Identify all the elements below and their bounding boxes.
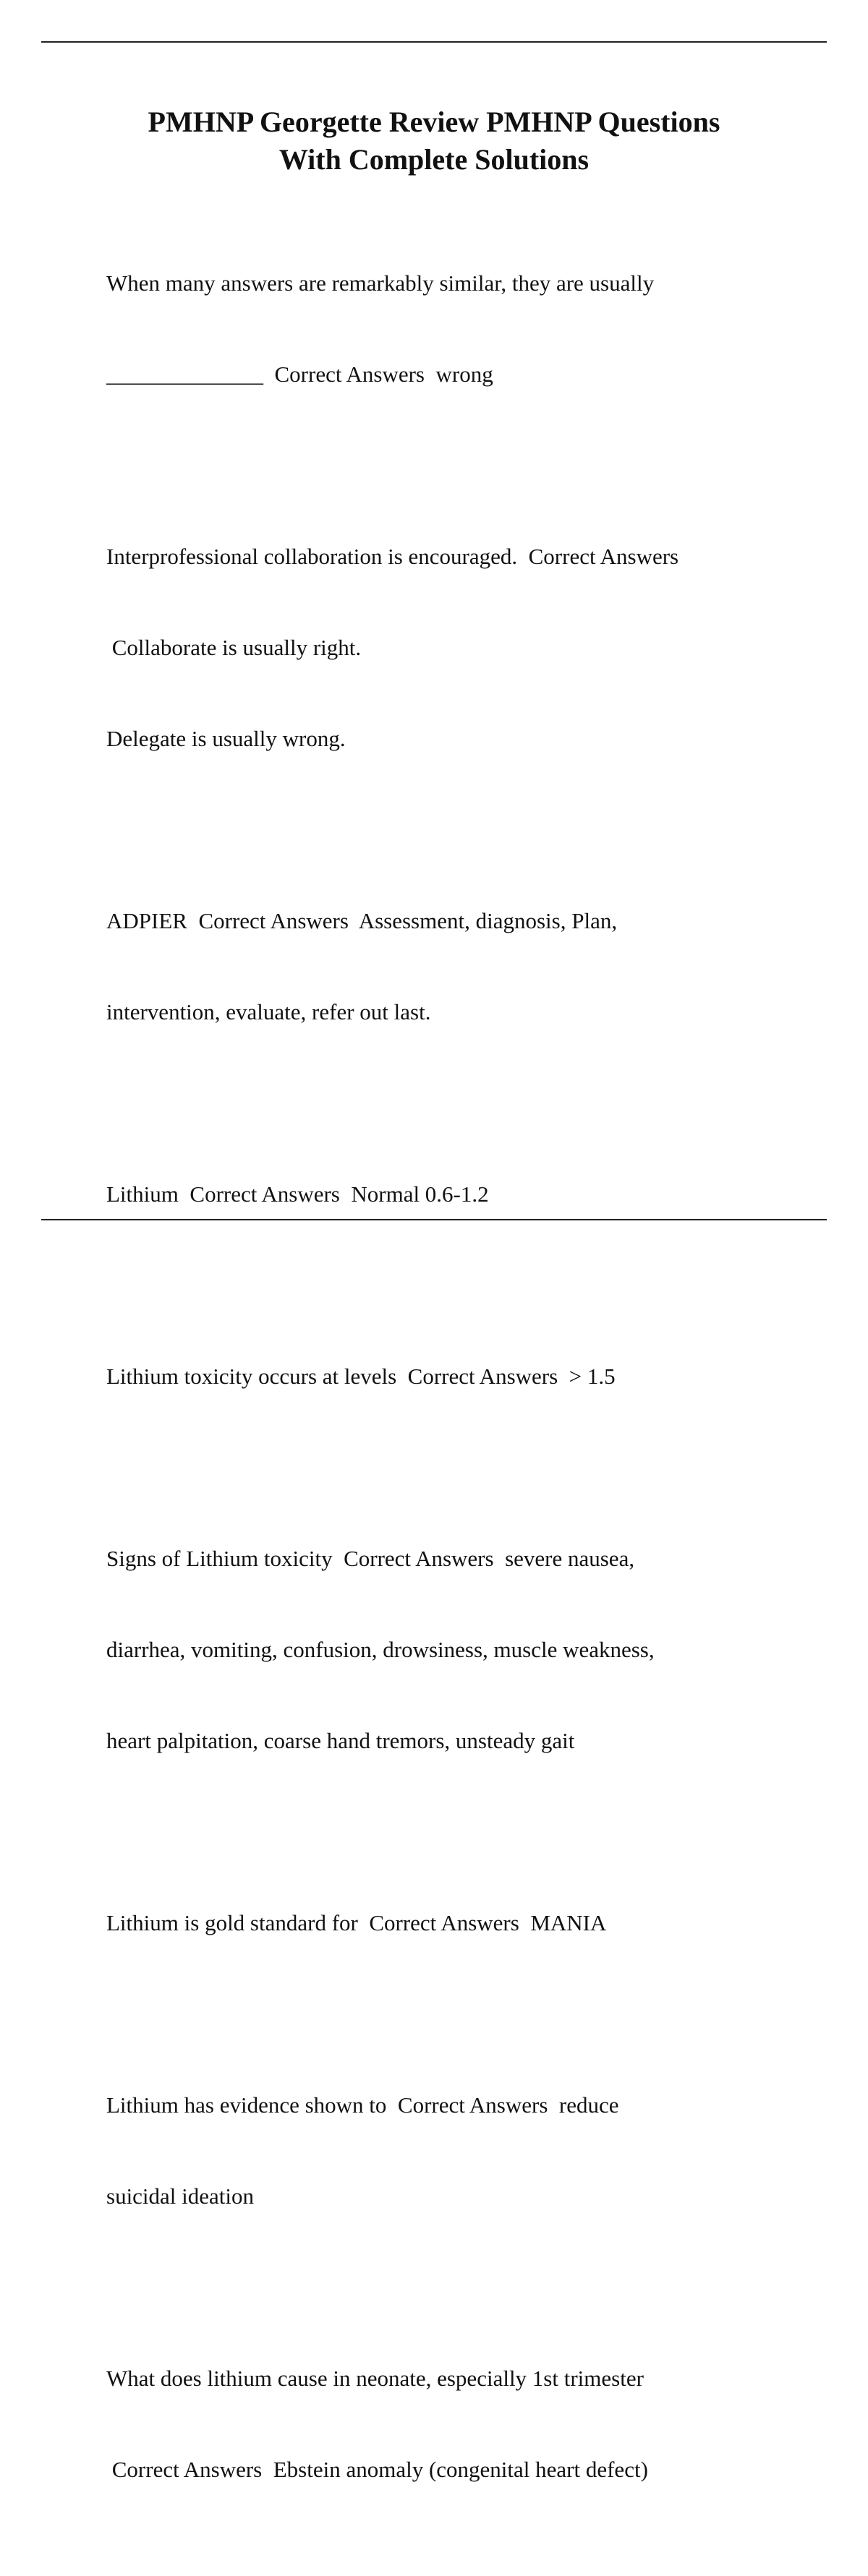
qa-item-4 (106, 1118, 801, 1270)
qa-line: intervention, evaluate, refer out last. (106, 999, 431, 1024)
qa-line: Signs of Lithium toxicity Correct Answers severe nausea, (106, 1546, 635, 1571)
qa-line: Delegate is usually wrong. (106, 726, 346, 751)
qa-line: Lithium has evidence shown to Correct Answers reduce (106, 2092, 619, 2118)
title-line-1: PMHNP Georgette Review PMHNP Questions (148, 106, 720, 138)
header-rule (41, 41, 827, 43)
qa-line: suicidal ideation (106, 2183, 255, 2209)
qa-line: diarrhea, vomiting, confusion, drowsiness, muscle weakness, (106, 1637, 655, 1662)
qa-item-6 (106, 1483, 801, 1817)
page-title (72, 103, 796, 179)
qa-line: Lithium toxicity occurs at levels Correct Answers > 1.5 (106, 1364, 616, 1389)
qa-line: Lithium Correct Answers Normal 0.6-1.2 (106, 1181, 489, 1207)
title-line-2: With Complete Solutions (278, 143, 590, 176)
qa-line: What does lithium cause in neonate, especially 1st trimester (106, 2366, 644, 2391)
qa-line: heart palpitation, coarse hand tremors, unsteady gait (106, 1728, 575, 1753)
qa-line: Collaborate is usually right. (106, 635, 362, 660)
qa-line: ADPIER Correct Answers Assessment, diagnosis, Plan, (106, 908, 618, 933)
qa-item-3 (106, 845, 801, 1088)
qa-item-9 (106, 2303, 801, 2546)
qa-item-8 (106, 2029, 801, 2272)
qa-item-5 (106, 1301, 801, 1452)
qa-line: Lithium is gold standard for Correct Answers MANIA (106, 1910, 607, 1935)
qa-item-2 (106, 481, 801, 815)
qa-item-7 (106, 1847, 801, 1999)
question-list (106, 207, 801, 2576)
qa-line: Correct Answers Ebstein anomaly (congenital heart defect) (106, 2457, 648, 2482)
qa-line: Interprofessional collaboration is encouraged. Correct Answers (106, 544, 679, 569)
footer-rule (41, 1219, 827, 1220)
qa-item-1 (106, 207, 801, 450)
qa-line: When many answers are remarkably similar, they are usually (106, 270, 655, 296)
qa-line: ______________ Correct Answers wrong (106, 361, 493, 387)
